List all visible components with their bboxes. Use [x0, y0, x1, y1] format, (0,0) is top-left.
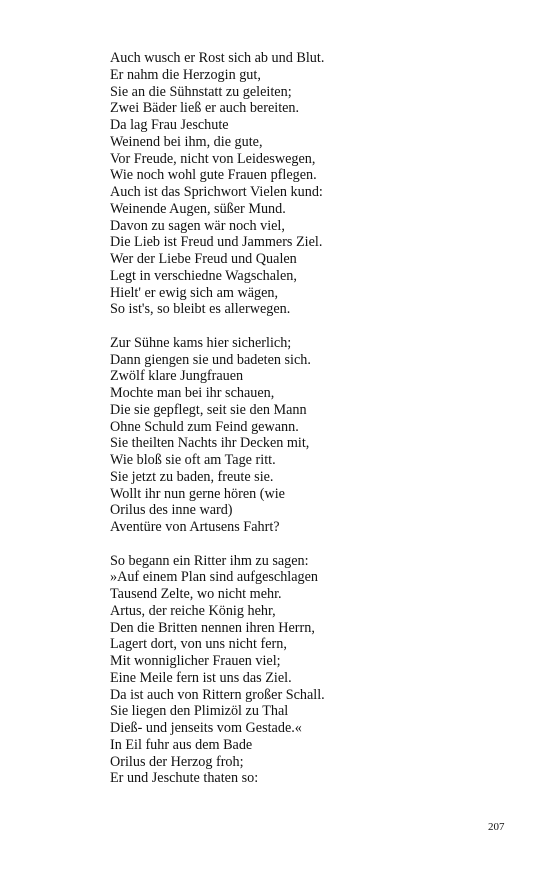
verse-line: Auch ist das Sprichwort Vielen kund: — [110, 184, 323, 200]
verse-line: Da ist auch von Rittern großer Schall. — [110, 686, 325, 703]
verse-line: Legt in verschiedne Wagschalen, — [110, 267, 297, 284]
verse-line: Hielt' er ewig sich am wägen, — [110, 284, 279, 301]
verse-line: Wie noch wohl gute Frauen pflegen. — [110, 167, 317, 184]
verse-line: Weinende Augen, süßer Mund. — [110, 200, 286, 217]
verse-line: Sie liegen den Plimizöl zu Thal — [110, 703, 289, 720]
verse-line: Sie jetzt zu baden, freute sie. — [110, 468, 274, 485]
stanza — [110, 50, 510, 318]
verse-line: »Auf einem Plan sind aufgeschlagen — [110, 569, 319, 586]
verse-line: Tausend Zelte, wo nicht mehr. — [110, 586, 282, 602]
verse-line: Auch wusch er Rost sich ab und Blut. — [110, 50, 325, 66]
verse-line: Er und Jeschute thaten so: — [110, 770, 259, 787]
poem-text — [110, 50, 510, 787]
verse-line: Wollt ihr nun gerne hören (wie — [110, 485, 285, 502]
verse-line: So begann ein Ritter ihm zu sagen: — [110, 552, 309, 569]
verse-line: Die Lieb ist Freud und Jammers Ziel. — [110, 234, 323, 251]
verse-line: Zur Sühne kams hier sicherlich; — [110, 334, 292, 351]
page-number: 207 — [488, 821, 505, 833]
verse-line: Orilus des inne ward) — [110, 502, 233, 519]
verse-line: In Eil fuhr aus dem Bade — [110, 736, 253, 753]
verse-line: Wie bloß sie oft am Tage ritt. — [110, 452, 276, 468]
verse-line: Mochte man bei ihr schauen, — [110, 385, 275, 401]
verse-line: Vor Freude, nicht von Leideswegen, — [110, 150, 316, 167]
verse-line: Sie theilten Nachts ihr Decken mit, — [110, 435, 310, 452]
verse-line: Aventüre von Artusens Fahrt? — [110, 519, 280, 535]
verse-line: Mit wonniglicher Frauen viel; — [110, 653, 281, 669]
verse-line: Eine Meile fern ist uns das Ziel. — [110, 669, 292, 686]
verse-line: Orilus der Herzog froh; — [110, 753, 244, 770]
verse-line: So ist's, so bleibt es allerwegen. — [110, 301, 291, 318]
verse-line: Dieß- und jenseits vom Gestade.« — [110, 720, 302, 736]
verse-line: Wer der Liebe Freud und Qualen — [110, 251, 297, 267]
stanza — [110, 553, 510, 788]
verse-line: Sie an die Sühnstatt zu geleiten; — [110, 83, 292, 100]
verse-line: Er nahm die Herzogin gut, — [110, 66, 261, 83]
verse-line: Zwölf klare Jungfrauen — [110, 368, 244, 385]
verse-line: Lagert dort, von uns nicht fern, — [110, 636, 287, 653]
verse-line: Davon zu sagen wär noch viel, — [110, 217, 285, 234]
verse-line: Artus, der reiche König hehr, — [110, 602, 276, 619]
verse-line: Dann giengen sie und badeten sich. — [110, 351, 311, 368]
verse-line: Ohne Schuld zum Feind gewann. — [110, 418, 299, 435]
verse-line: Den die Britten nennen ihren Herrn, — [110, 619, 315, 636]
verse-line: Weinend bei ihm, die gute, — [110, 133, 263, 150]
stanza — [110, 335, 510, 536]
verse-line: Da lag Frau Jeschute — [110, 117, 229, 133]
verse-line: Zwei Bäder ließ er auch bereiten. — [110, 100, 300, 117]
verse-line: Die sie gepflegt, seit sie den Mann — [110, 401, 307, 418]
